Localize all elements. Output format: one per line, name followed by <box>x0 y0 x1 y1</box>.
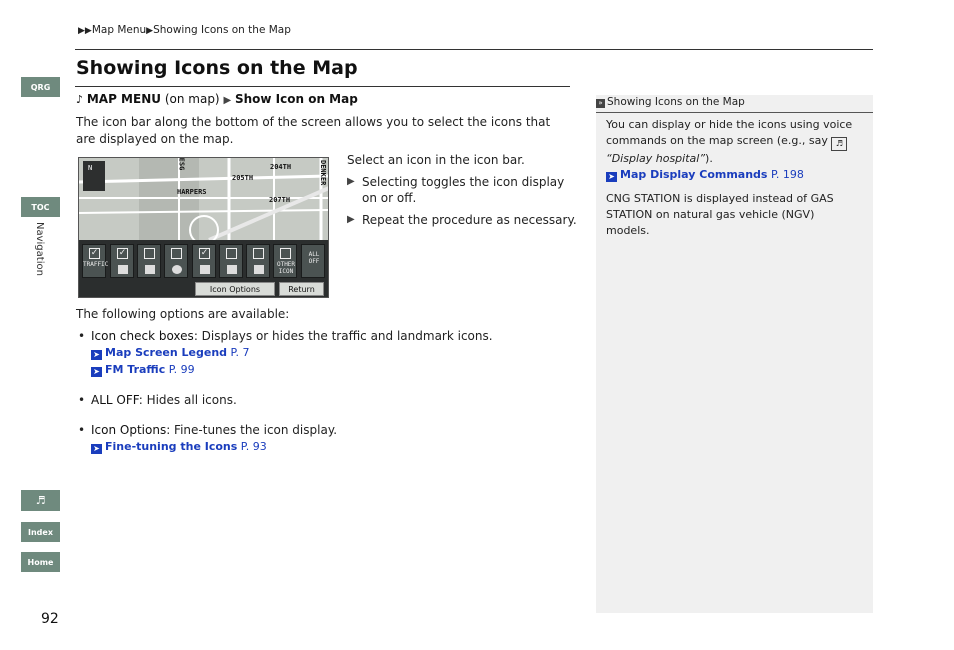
icon-checkbox[interactable] <box>164 244 188 278</box>
icon-checkbox[interactable] <box>137 244 161 278</box>
street-label: 204TH <box>270 163 292 171</box>
step-2: Repeat the procedure as necessary. <box>362 213 577 227</box>
option-term: Icon Options <box>91 423 167 437</box>
top-divider <box>75 49 873 50</box>
option-item: • Icon check boxes: Displays or hides the traffic and landmark icons. <box>78 329 493 343</box>
xref-fm-traffic[interactable]: ➤ FM Traffic P. 99 <box>91 363 195 377</box>
step-arrow-icon: ▶ <box>347 214 355 225</box>
parking-icon <box>145 265 155 274</box>
xref-map-legend[interactable]: ➤ Map Screen Legend P. 7 <box>91 346 249 360</box>
option-item: • ALL OFF: Hides all icons. <box>78 393 237 407</box>
map-area <box>79 158 329 240</box>
menu-path-menu: MAP MENU <box>86 92 161 106</box>
step-1: Select an icon in the icon bar. <box>347 153 525 167</box>
intro-text: The icon bar along the bottom of the screen allows you to select the icons that are displayed on the map. <box>76 115 551 146</box>
xref-map-display-commands[interactable]: ➤ Map Display Commands P. 198 <box>606 167 861 183</box>
xref-arrow-icon: ➤ <box>91 367 102 377</box>
option-term: Icon check boxes <box>91 329 194 343</box>
menu-path-target: Show Icon on Map <box>234 92 358 106</box>
icon-checkbox[interactable] <box>246 244 270 278</box>
xref-fine-tuning[interactable]: ➤ Fine-tuning the Icons P. 93 <box>91 440 267 454</box>
voice-tab[interactable] <box>21 490 60 511</box>
menu-path <box>76 92 358 106</box>
menu-path-qualifier: (on map) <box>164 92 220 106</box>
street-label: ESG <box>177 157 186 171</box>
note-heading: » Showing Icons on the Map <box>596 95 873 113</box>
icon-checkbox[interactable] <box>219 244 243 278</box>
street-label: 207TH <box>269 196 291 204</box>
icon-checkbox-other[interactable]: OTHER ICON <box>273 244 297 278</box>
option-desc: : Fine-tunes the icon display. <box>166 423 338 437</box>
atm-icon <box>254 265 264 274</box>
qrg-tab[interactable]: QRG <box>21 77 60 97</box>
note-body: You can display or hide the icons using voice commands on the map screen (e.g., say ♬ “Display hospital”). ➤ Map Display Commands P. 198 CNG STATION is displayed instead of GAS STATION on natural gas vehicle (NGV) models. <box>606 117 861 239</box>
icon-checkbox-traffic[interactable]: ✓ TRAFFIC <box>82 244 106 278</box>
option-item: • Icon Options: Fine-tunes the icon display. <box>78 423 338 437</box>
breadcrumb-arrow-icon: ▶▶ <box>78 26 92 36</box>
steps <box>347 152 577 234</box>
breadcrumb-level2[interactable]: Showing Icons on the Map <box>153 24 291 36</box>
street-label: 205TH <box>232 174 254 182</box>
breadcrumb-arrow-icon: ▶ <box>146 26 154 36</box>
section-label: Navigation <box>34 222 45 276</box>
step-1-note: Selecting toggles the icon display on or off. <box>362 175 565 205</box>
map-roads <box>79 158 329 240</box>
xref-arrow-icon: ➤ <box>91 350 102 360</box>
icon-checkbox[interactable]: ✓ <box>110 244 134 278</box>
step-arrow-icon: ▶ <box>347 176 355 187</box>
home-tab[interactable]: Home <box>21 552 60 572</box>
restaurant-icon <box>200 265 210 274</box>
icon-all-off[interactable]: ALL OFF <box>301 244 325 278</box>
return-button[interactable]: Return <box>279 282 324 296</box>
nav-screenshot <box>78 157 329 298</box>
page-number: 92 <box>41 611 59 627</box>
info-icon <box>172 265 182 274</box>
icon-options-button[interactable]: Icon Options <box>195 282 275 296</box>
option-term: ALL OFF <box>91 393 139 407</box>
gas-station-icon <box>227 265 237 274</box>
title-divider <box>75 86 570 87</box>
toc-tab[interactable]: TOC <box>21 197 60 217</box>
street-label: DENKER <box>319 160 327 186</box>
menu-path-arrow-icon: ▶ <box>223 95 232 106</box>
options-intro: The following options are available: <box>76 307 290 321</box>
svg-text:N: N <box>88 164 93 172</box>
index-tab[interactable]: Index <box>21 522 60 542</box>
voice-command-icon: ♬ <box>35 494 46 507</box>
street-label: HARPERS <box>177 188 207 196</box>
voice-hint-icon: ♪ <box>76 93 84 106</box>
icon-bar <box>79 240 329 298</box>
breadcrumb-level1[interactable]: Map Menu <box>91 24 147 36</box>
icon-checkbox[interactable]: ✓ <box>192 244 216 278</box>
note-marker-icon: » <box>596 99 605 108</box>
option-desc: : Displays or hides the traffic and landmark icons. <box>193 329 493 343</box>
voice-command-icon: ♬ <box>831 137 847 151</box>
xref-arrow-icon: ➤ <box>91 444 102 454</box>
breadcrumb <box>78 24 291 36</box>
page-title: Showing Icons on the Map <box>76 57 358 79</box>
landmark-icon <box>118 265 128 274</box>
xref-arrow-icon: ➤ <box>606 172 617 182</box>
option-desc: : Hides all icons. <box>138 393 237 407</box>
note-panel <box>596 95 873 613</box>
